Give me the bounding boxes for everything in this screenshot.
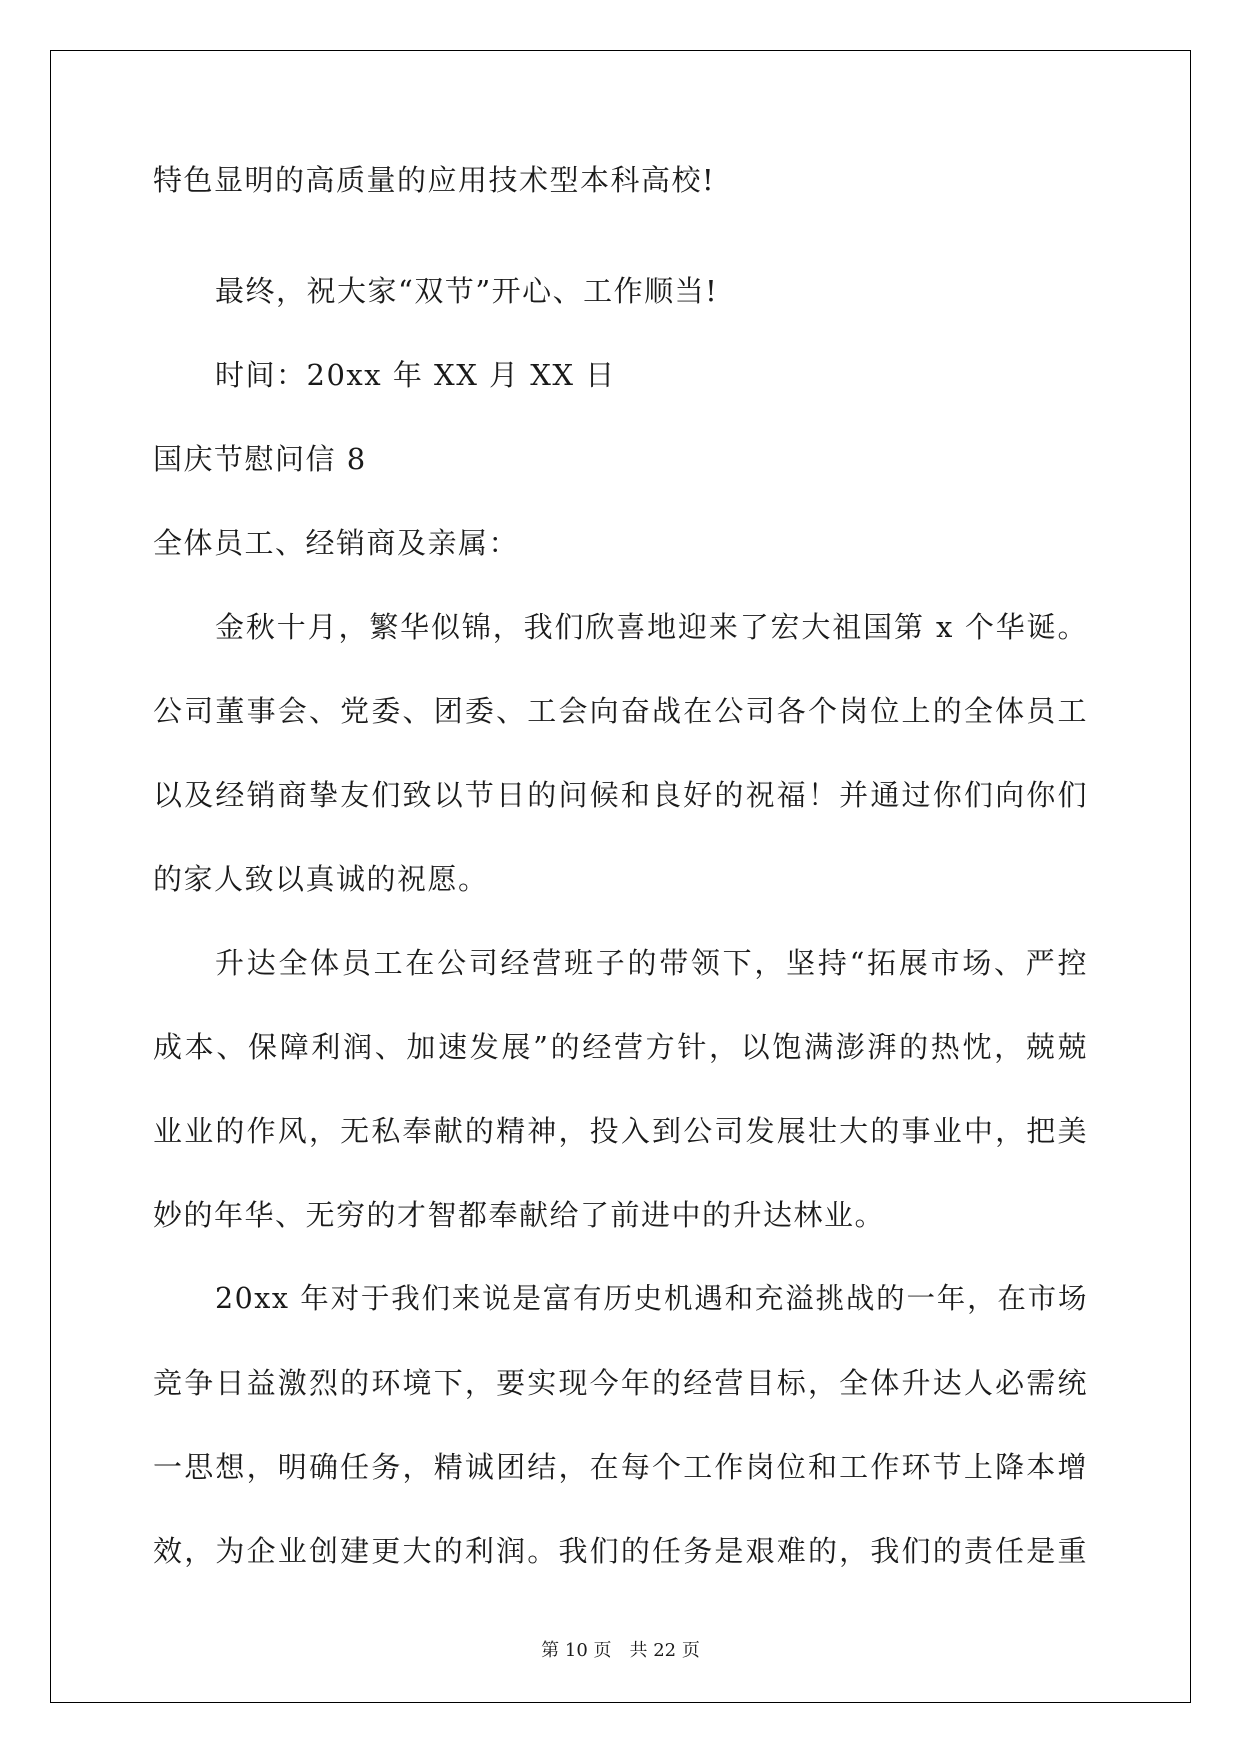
text-line: 特色显明的高质量的应用技术型本科高校! xyxy=(153,163,716,197)
document-body xyxy=(153,165,1088,1593)
text-line: 效，为企业创建更大的利润。我们的任务是艰难的，我们的责任是重 xyxy=(153,1534,1088,1568)
text-line: 竞争日益激烈的环境下，要实现今年的经营目标，全体升达人必需统 xyxy=(153,1366,1088,1400)
text-line: 以及经销商挚友们致以节日的问候和良好的祝福！并通过你们向你们 xyxy=(153,778,1088,812)
text-line: 的家人致以真诚的祝愿。 xyxy=(153,862,489,896)
text-line: 20xx 年对于我们来说是富有历史机遇和充溢挑战的一年，在市场 xyxy=(215,1282,1088,1315)
text-line: 业业的作风，无私奉献的精神，投入到公司发展壮大的事业中，把美 xyxy=(153,1114,1088,1148)
salutation: 全体员工、经销商及亲属： xyxy=(153,526,520,560)
text-line: 最终，祝大家“双节”开心、工作顺当! xyxy=(215,274,719,308)
text-line: 金秋十月，繁华似锦，我们欣喜地迎来了宏大祖国第 x 个华诞。 xyxy=(215,610,1088,644)
page-number: 第 10 页 共 22 页 xyxy=(541,1640,700,1661)
section-heading: 国庆节慰问信 8 xyxy=(153,442,367,476)
text-line: 一思想，明确任务，精诚团结，在每个工作岗位和工作环节上降本增 xyxy=(153,1450,1088,1484)
text-line: 妙的年华、无穷的才智都奉献给了前进中的升达林业。 xyxy=(153,1198,886,1232)
date-line: 时间：20xx 年 XX 月 XX 日 xyxy=(215,358,616,392)
text-line: 成本、保障利润、加速发展”的经营方针，以饱满澎湃的热忱，兢兢 xyxy=(153,1030,1088,1064)
text-line: 公司董事会、党委、团委、工会向奋战在公司各个岗位上的全体员工 xyxy=(153,694,1088,728)
text-line: 升达全体员工在公司经营班子的带领下，坚持“拓展市场、严控 xyxy=(215,946,1088,980)
